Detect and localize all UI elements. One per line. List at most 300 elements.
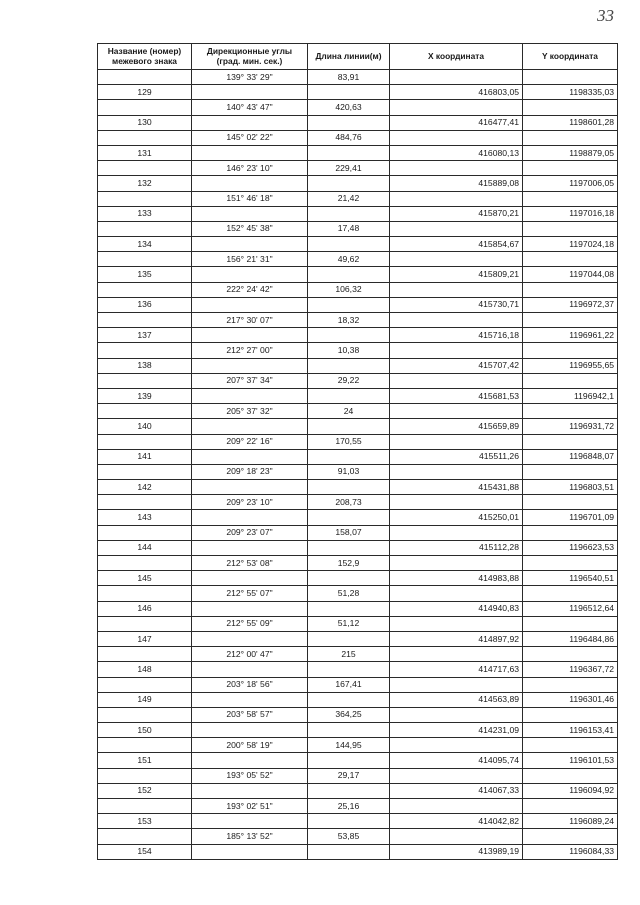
cell-angle — [192, 480, 308, 495]
cell-x — [390, 495, 523, 510]
cell-x — [390, 586, 523, 601]
cell-mark: 149 — [98, 692, 192, 707]
cell-y: 1196101,53 — [523, 753, 618, 768]
cell-mark: 137 — [98, 328, 192, 343]
cell-y: 1198601,28 — [523, 115, 618, 130]
cell-y: 1196803,51 — [523, 480, 618, 495]
cell-length: 170,55 — [308, 434, 390, 449]
cell-y: 1198879,05 — [523, 145, 618, 160]
cell-length — [308, 692, 390, 707]
cell-length: 49,62 — [308, 252, 390, 267]
cell-length — [308, 571, 390, 586]
cell-length: 208,73 — [308, 495, 390, 510]
cell-length — [308, 176, 390, 191]
cell-mark: 139 — [98, 388, 192, 403]
cell-x — [390, 525, 523, 540]
cell-length: 215 — [308, 647, 390, 662]
cell-length: 51,28 — [308, 586, 390, 601]
cell-mark — [98, 343, 192, 358]
cell-angle: 151° 46' 18" — [192, 191, 308, 206]
cell-x — [390, 221, 523, 236]
cell-angle — [192, 358, 308, 373]
cell-angle — [192, 510, 308, 525]
cell-y: 1197044,08 — [523, 267, 618, 282]
cell-x: 415112,28 — [390, 540, 523, 555]
cell-angle — [192, 267, 308, 282]
table-row — [98, 328, 618, 343]
table-row — [98, 237, 618, 252]
cell-y — [523, 738, 618, 753]
cell-mark: 142 — [98, 480, 192, 495]
cell-mark: 150 — [98, 723, 192, 738]
header-x: X координата — [390, 44, 523, 70]
cell-mark: 153 — [98, 814, 192, 829]
table-row — [98, 267, 618, 282]
cell-y: 1197006,05 — [523, 176, 618, 191]
cell-mark — [98, 221, 192, 236]
cell-length: 144,95 — [308, 738, 390, 753]
table-row — [98, 115, 618, 130]
cell-mark: 152 — [98, 783, 192, 798]
cell-angle: 207° 37' 34" — [192, 373, 308, 388]
cell-mark — [98, 677, 192, 692]
cell-mark — [98, 495, 192, 510]
header-length: Длина линии(м) — [308, 44, 390, 70]
table-row — [98, 388, 618, 403]
cell-angle: 152° 45' 38" — [192, 221, 308, 236]
table-row — [98, 480, 618, 495]
cell-mark — [98, 373, 192, 388]
header-y: Y координата — [523, 44, 618, 70]
cell-mark: 147 — [98, 631, 192, 646]
cell-length — [308, 85, 390, 100]
cell-x: 414563,89 — [390, 692, 523, 707]
cell-length: 91,03 — [308, 464, 390, 479]
cell-length — [308, 115, 390, 130]
cell-mark: 134 — [98, 237, 192, 252]
cell-mark: 135 — [98, 267, 192, 282]
cell-y: 1196942,1 — [523, 388, 618, 403]
cell-length — [308, 723, 390, 738]
cell-angle — [192, 328, 308, 343]
table-row — [98, 343, 618, 358]
cell-x: 415716,18 — [390, 328, 523, 343]
cell-length — [308, 601, 390, 616]
table-row — [98, 692, 618, 707]
cell-length: 21,42 — [308, 191, 390, 206]
cell-angle: 203° 18' 56" — [192, 677, 308, 692]
cell-angle — [192, 631, 308, 646]
cell-y: 1196084,33 — [523, 844, 618, 859]
cell-mark: 140 — [98, 419, 192, 434]
cell-angle — [192, 388, 308, 403]
page-number-handwritten: 33 — [597, 6, 614, 25]
cell-x — [390, 556, 523, 571]
cell-mark: 148 — [98, 662, 192, 677]
cell-y — [523, 70, 618, 85]
cell-x — [390, 161, 523, 176]
cell-angle: 145° 02' 22" — [192, 130, 308, 145]
cell-mark — [98, 130, 192, 145]
cell-length: 10,38 — [308, 343, 390, 358]
table-row — [98, 221, 618, 236]
table-row — [98, 495, 618, 510]
cell-angle — [192, 297, 308, 312]
cell-x — [390, 282, 523, 297]
cell-angle — [192, 449, 308, 464]
cell-angle: 205° 37' 32" — [192, 404, 308, 419]
cell-mark: 143 — [98, 510, 192, 525]
cell-y — [523, 434, 618, 449]
table-row — [98, 161, 618, 176]
cell-length: 25,16 — [308, 799, 390, 814]
cell-y: 1196623,53 — [523, 540, 618, 555]
cell-mark — [98, 556, 192, 571]
cell-length — [308, 328, 390, 343]
cell-mark — [98, 161, 192, 176]
cell-y — [523, 525, 618, 540]
cell-mark — [98, 525, 192, 540]
cell-x: 415730,71 — [390, 297, 523, 312]
cell-length: 420,63 — [308, 100, 390, 115]
cell-angle — [192, 419, 308, 434]
cell-y: 1196931,72 — [523, 419, 618, 434]
cell-y: 1196484,86 — [523, 631, 618, 646]
cell-angle: 185° 13' 52" — [192, 829, 308, 844]
cell-y — [523, 313, 618, 328]
cell-x — [390, 252, 523, 267]
cell-y — [523, 191, 618, 206]
cell-y: 1196955,65 — [523, 358, 618, 373]
cell-length: 29,17 — [308, 768, 390, 783]
table-row — [98, 297, 618, 312]
cell-mark — [98, 282, 192, 297]
cell-length — [308, 358, 390, 373]
cell-y: 1196153,41 — [523, 723, 618, 738]
table-row — [98, 510, 618, 525]
cell-length — [308, 540, 390, 555]
cell-mark — [98, 191, 192, 206]
cell-mark: 131 — [98, 145, 192, 160]
cell-angle: 212° 27' 00" — [192, 343, 308, 358]
cell-x: 416803,05 — [390, 85, 523, 100]
table-row — [98, 313, 618, 328]
cell-y: 1197016,18 — [523, 206, 618, 221]
cell-y — [523, 464, 618, 479]
cell-x: 413989,19 — [390, 844, 523, 859]
cell-mark: 146 — [98, 601, 192, 616]
cell-mark — [98, 829, 192, 844]
table-row — [98, 434, 618, 449]
cell-angle — [192, 662, 308, 677]
cell-y: 1196972,37 — [523, 297, 618, 312]
cell-angle: 212° 55' 07" — [192, 586, 308, 601]
cell-length: 51,12 — [308, 616, 390, 631]
cell-mark: 151 — [98, 753, 192, 768]
cell-angle: 222° 24' 42" — [192, 282, 308, 297]
cell-y — [523, 616, 618, 631]
cell-y: 1196512,64 — [523, 601, 618, 616]
cell-y: 1197024,18 — [523, 237, 618, 252]
table-row — [98, 677, 618, 692]
cell-mark — [98, 313, 192, 328]
table-row — [98, 571, 618, 586]
cell-x — [390, 373, 523, 388]
cell-x — [390, 191, 523, 206]
cell-mark: 130 — [98, 115, 192, 130]
cell-mark — [98, 799, 192, 814]
cell-length: 484,76 — [308, 130, 390, 145]
cell-y — [523, 829, 618, 844]
cell-y: 1196089,24 — [523, 814, 618, 829]
cell-length — [308, 662, 390, 677]
cell-x: 414897,92 — [390, 631, 523, 646]
table-row — [98, 799, 618, 814]
cell-x — [390, 738, 523, 753]
cell-x — [390, 799, 523, 814]
cell-angle — [192, 723, 308, 738]
cell-length: 53,85 — [308, 829, 390, 844]
cell-x — [390, 829, 523, 844]
table-row — [98, 464, 618, 479]
cell-angle — [192, 176, 308, 191]
cell-x: 416080,13 — [390, 145, 523, 160]
table-row — [98, 252, 618, 267]
cell-angle: 217° 30' 07" — [192, 313, 308, 328]
table-body — [98, 70, 618, 860]
cell-mark: 129 — [98, 85, 192, 100]
cell-length — [308, 814, 390, 829]
cell-x: 415889,08 — [390, 176, 523, 191]
cell-x — [390, 434, 523, 449]
header-mark: Название (номер) межевого знака — [98, 44, 192, 70]
cell-angle: 203° 58' 57" — [192, 707, 308, 722]
cell-length — [308, 267, 390, 282]
cell-y — [523, 373, 618, 388]
cell-mark — [98, 586, 192, 601]
table-row — [98, 419, 618, 434]
table-row — [98, 191, 618, 206]
cell-x: 415659,89 — [390, 419, 523, 434]
cell-mark: 144 — [98, 540, 192, 555]
cell-angle — [192, 783, 308, 798]
cell-length: 83,91 — [308, 70, 390, 85]
cell-x — [390, 464, 523, 479]
cell-length — [308, 753, 390, 768]
table-row — [98, 753, 618, 768]
cell-angle: 209° 23' 07" — [192, 525, 308, 540]
cell-y: 1196301,46 — [523, 692, 618, 707]
table-row — [98, 404, 618, 419]
table-row — [98, 662, 618, 677]
cell-mark: 141 — [98, 449, 192, 464]
cell-x: 416477,41 — [390, 115, 523, 130]
cell-mark: 136 — [98, 297, 192, 312]
cell-mark: 154 — [98, 844, 192, 859]
cell-angle — [192, 145, 308, 160]
cell-length: 17,48 — [308, 221, 390, 236]
cell-angle: 212° 55' 09" — [192, 616, 308, 631]
cell-x: 415431,88 — [390, 480, 523, 495]
cell-x — [390, 707, 523, 722]
cell-mark — [98, 464, 192, 479]
cell-y — [523, 586, 618, 601]
cell-mark: 132 — [98, 176, 192, 191]
cell-x: 415511,26 — [390, 449, 523, 464]
cell-length — [308, 449, 390, 464]
cell-x: 414231,09 — [390, 723, 523, 738]
cell-mark — [98, 707, 192, 722]
table-row — [98, 70, 618, 85]
table-row — [98, 601, 618, 616]
cell-x: 414095,74 — [390, 753, 523, 768]
cell-length: 167,41 — [308, 677, 390, 692]
cell-angle: 200° 58' 19" — [192, 738, 308, 753]
cell-y — [523, 647, 618, 662]
table-row — [98, 844, 618, 859]
cell-x: 414067,33 — [390, 783, 523, 798]
cell-angle — [192, 85, 308, 100]
table-row — [98, 282, 618, 297]
table-row — [98, 540, 618, 555]
cell-length — [308, 631, 390, 646]
cell-x — [390, 404, 523, 419]
cell-x — [390, 130, 523, 145]
cell-x: 414717,63 — [390, 662, 523, 677]
cell-angle: 193° 05' 52" — [192, 768, 308, 783]
table-row — [98, 358, 618, 373]
cell-mark — [98, 100, 192, 115]
table-row — [98, 707, 618, 722]
cell-length: 106,32 — [308, 282, 390, 297]
cell-y — [523, 130, 618, 145]
cell-x: 415250,01 — [390, 510, 523, 525]
cell-length — [308, 419, 390, 434]
table-row — [98, 586, 618, 601]
cell-y — [523, 556, 618, 571]
cell-y — [523, 677, 618, 692]
cell-angle: 139° 33' 29" — [192, 70, 308, 85]
cell-length: 24 — [308, 404, 390, 419]
table-row — [98, 206, 618, 221]
cell-x — [390, 647, 523, 662]
cell-angle: 156° 21' 31" — [192, 252, 308, 267]
cell-x — [390, 100, 523, 115]
cell-y — [523, 221, 618, 236]
cell-mark — [98, 616, 192, 631]
cell-mark — [98, 404, 192, 419]
table-row — [98, 100, 618, 115]
cell-mark — [98, 434, 192, 449]
cell-y — [523, 799, 618, 814]
table-row — [98, 373, 618, 388]
cell-x: 414940,83 — [390, 601, 523, 616]
cell-angle: 209° 23' 10" — [192, 495, 308, 510]
cell-angle — [192, 844, 308, 859]
cell-x — [390, 768, 523, 783]
cell-angle — [192, 753, 308, 768]
boundary-coordinates-table — [97, 43, 618, 860]
cell-y: 1196367,72 — [523, 662, 618, 677]
table-row — [98, 738, 618, 753]
cell-y — [523, 343, 618, 358]
cell-length — [308, 844, 390, 859]
table-row — [98, 723, 618, 738]
cell-angle — [192, 571, 308, 586]
cell-mark — [98, 647, 192, 662]
cell-length: 158,07 — [308, 525, 390, 540]
table-row — [98, 647, 618, 662]
cell-x: 415809,21 — [390, 267, 523, 282]
cell-x: 414042,82 — [390, 814, 523, 829]
cell-length: 152,9 — [308, 556, 390, 571]
cell-y — [523, 495, 618, 510]
cell-y: 1196848,07 — [523, 449, 618, 464]
cell-length: 229,41 — [308, 161, 390, 176]
cell-x — [390, 343, 523, 358]
cell-x — [390, 313, 523, 328]
cell-mark: 145 — [98, 571, 192, 586]
cell-length: 29,22 — [308, 373, 390, 388]
cell-angle — [192, 115, 308, 130]
table-row — [98, 631, 618, 646]
table-header-row — [98, 44, 618, 70]
cell-y — [523, 707, 618, 722]
table-row — [98, 145, 618, 160]
table-row — [98, 176, 618, 191]
cell-length: 18,32 — [308, 313, 390, 328]
cell-y — [523, 404, 618, 419]
cell-length — [308, 297, 390, 312]
cell-mark: 138 — [98, 358, 192, 373]
table-row — [98, 449, 618, 464]
cell-angle — [192, 206, 308, 221]
cell-mark: 133 — [98, 206, 192, 221]
cell-y — [523, 252, 618, 267]
table-row — [98, 829, 618, 844]
cell-x — [390, 677, 523, 692]
cell-angle: 146° 23' 10" — [192, 161, 308, 176]
table-row — [98, 616, 618, 631]
table-row — [98, 85, 618, 100]
cell-y — [523, 768, 618, 783]
cell-angle — [192, 814, 308, 829]
table-row — [98, 525, 618, 540]
cell-length — [308, 206, 390, 221]
cell-y: 1196701,09 — [523, 510, 618, 525]
cell-x: 415681,53 — [390, 388, 523, 403]
cell-angle — [192, 540, 308, 555]
cell-angle: 140° 43' 47" — [192, 100, 308, 115]
cell-length — [308, 145, 390, 160]
cell-y: 1196540,51 — [523, 571, 618, 586]
cell-angle: 209° 18' 23" — [192, 464, 308, 479]
cell-angle — [192, 692, 308, 707]
cell-mark — [98, 70, 192, 85]
table-row — [98, 768, 618, 783]
cell-mark — [98, 738, 192, 753]
cell-length — [308, 388, 390, 403]
cell-x: 415707,42 — [390, 358, 523, 373]
table-row — [98, 556, 618, 571]
cell-angle: 209° 22' 16" — [192, 434, 308, 449]
cell-x — [390, 616, 523, 631]
cell-x: 415870,21 — [390, 206, 523, 221]
cell-length: 364,25 — [308, 707, 390, 722]
cell-y — [523, 161, 618, 176]
table-row — [98, 130, 618, 145]
cell-angle: 193° 02' 51" — [192, 799, 308, 814]
